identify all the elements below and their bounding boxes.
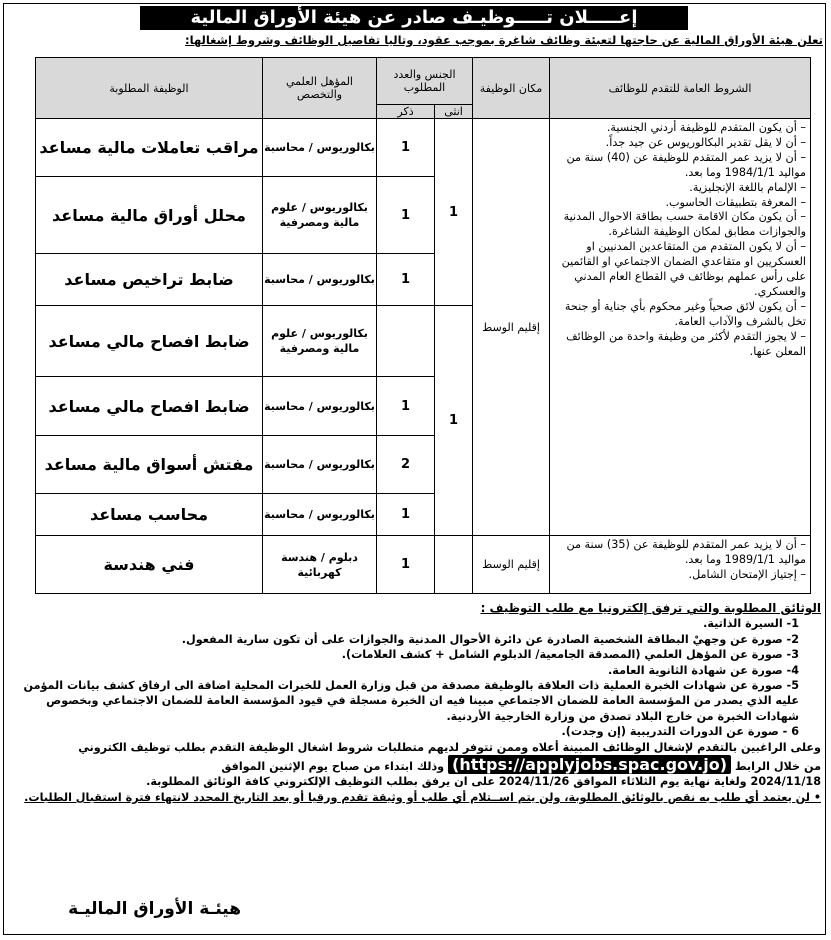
- male-count: 1: [377, 494, 435, 536]
- place-cell: إقليم الوسط: [473, 119, 550, 536]
- header-row: [36, 58, 811, 105]
- header-gender-count: الجنس والعدد المطلوب: [377, 58, 473, 105]
- header-male: ذكر: [377, 105, 435, 119]
- female-count: [435, 536, 473, 594]
- male-count: 1: [377, 536, 435, 594]
- job-title: مفتش أسواق مالية مساعد: [36, 436, 263, 494]
- condition-item: – أن يكون لائق صحياً وغير محكوم بأي جناية أو جنحة تخل بالشرف والآداب العامة.: [564, 299, 807, 328]
- female-count: 1: [435, 119, 473, 306]
- qualification-cell: بكالوريوس / محاسبة: [263, 119, 377, 177]
- condition-item: – أن يكون مكان الاقامة حسب بطاقة الاحوال المدنية والجوازات مطابق لمكان الوظيفة الشاغرة.: [563, 210, 807, 239]
- apply-dates: 2024/11/18 ولغاية نهاية يوم الثلاثاء الموافق 2024/11/26 على ان يرفق بطلب التوظيف الإلكتروني كافة الوثائق المطلوبة.: [146, 775, 821, 789]
- page-title: إعـــــلان تـــــوظيـف صادر عن هيئة الأوراق المالية: [140, 6, 688, 30]
- job-title: ضابط افصاح مالي مساعد: [36, 377, 263, 436]
- condition-item: – إجتياز الإمتحان الشامل.: [688, 567, 807, 581]
- document-item: 1- السيرة الذاتية.: [703, 617, 799, 631]
- qualification-cell: بكالوريوس / علوم مالية ومصرفية: [263, 177, 377, 254]
- male-count: 2: [377, 436, 435, 494]
- header-place: مكان الوظيفة: [473, 58, 550, 119]
- documents-heading: الوثائق المطلوبة والتي ترفق إلكترونيا مع طلب التوظيف :: [480, 601, 821, 615]
- qualification-cell: بكالوريوس / محاسبة: [263, 254, 377, 306]
- female-count: 1: [435, 306, 473, 536]
- apply-link-line: [11, 755, 821, 774]
- header-qualification: المؤهل العلمي والتخصص: [263, 58, 377, 119]
- condition-item: – أن لا يزيد عمر المتقدم للوظيفة عن (35) سنة من مواليد 1989/1/1 وما بعد.: [566, 538, 807, 566]
- rejection-note: • لن يعتمد أي طلب به نقص بالوثائق المطلوبة، ولن يتم اســتلام أي طلب أو وثيقة تقدم ورقيا أو بعد التاريخ المحدد لانتهاء فترة استقبال الطلبات.: [24, 790, 821, 804]
- document-item: 6 - صورة عن الدورات التدريبية (إن وجدت).: [561, 725, 799, 739]
- apply-intro: وعلى الراغبين بالتقدم لإشغال الوظائف المبينة أعلاه وممن تتوفر لديهم متطلبات شروط اشغال الوظيفة التقدم بطلب توظيف الكتروني: [78, 740, 821, 754]
- apply-post: وذلك ابتداء من صباح يوم الإثنين الموافق: [221, 760, 445, 774]
- header-job: الوظيفة المطلوبة: [36, 58, 263, 119]
- condition-item: – المعرفة بتطبيقات الحاسوب.: [665, 195, 807, 209]
- signature: هيئـة الأوراق الماليـة: [68, 899, 241, 919]
- job-title: ضابط تراخيص مساعد: [36, 254, 263, 306]
- intro-text: تعلن هيئة الأوراق المالية عن حاجتها لتعبئة وظائف شاغرة بموجب عقود، وتاليا تفاصيل الوظائف وشروط إشغالها:: [185, 33, 823, 47]
- place-cell: إقليم الوسط: [473, 536, 550, 594]
- table-row: [36, 119, 811, 177]
- male-count: 1: [377, 119, 435, 177]
- table-row: [36, 536, 811, 594]
- condition-item: – الإلمام باللغة الإنجليزية.: [689, 180, 807, 194]
- jobs-table: [35, 57, 811, 594]
- job-title: فني هندسة: [36, 536, 263, 594]
- document-item: 2- صورة عن وجهيْ البطاقة الشخصية الصادرة عن دائرة الأحوال المدنية والجوازات على أن تكون سارية المفعول.: [181, 632, 799, 646]
- qualification-cell: بكالوريوس / محاسبة: [263, 436, 377, 494]
- condition-item: – أن لا يزيد عمر المتقدم للوظيفة عن (40) سنة من مواليد 1984/1/1 وما بعد.: [566, 150, 807, 179]
- condition-item: – أن يكون المتقدم للوظيفة أردني الجنسية.: [606, 121, 807, 134]
- document-item: 4- صورة عن شهادة الثانوية العامة.: [608, 663, 799, 677]
- conditions-cell: [550, 119, 811, 536]
- condition-item: – لا يجوز التقدم لأكثر من وظيفة واحدة من الوظائف المعلن عنها.: [566, 329, 807, 358]
- qualification-cell: بكالوريوس / محاسبة: [263, 377, 377, 436]
- job-title: محاسب مساعد: [36, 494, 263, 536]
- header-conditions: الشروط العامة للتقدم للوظائف: [550, 58, 811, 119]
- apply-pre: من خلال الرابط: [734, 760, 821, 774]
- male-count: 1: [377, 254, 435, 306]
- documents-section: [11, 601, 821, 805]
- job-title: مراقب تعاملات مالية مساعد: [36, 119, 263, 177]
- male-count: [377, 306, 435, 377]
- job-title: محلل أوراق مالية مساعد: [36, 177, 263, 254]
- conditions-cell: [550, 536, 811, 594]
- apply-url-link[interactable]: (https://applyjobs.spac.gov.jo): [448, 755, 731, 774]
- qualification-cell: بكالوريوس / محاسبة: [263, 494, 377, 536]
- header-female: انثى: [435, 105, 473, 119]
- document-item: 5- صورة عن شهادات الخبرة العملية ذات العلاقة بالوظيفة مصدقة من قبل وزارة العمل للخبرات المحلية اضافة الى ارفاق كشف بيانات المؤمن عليه الذي يصدر من المؤسسة العامة للضمان الاجتماعي مبينا فيه ان الخبرة مسجلة في قيود المؤسسة العامة للضمان الاجتماعي وبخصوص شهادات الخبرة من خارج البلاد تصدق من وزارة الخارجية الأردنية.: [23, 679, 799, 723]
- qualification-cell: دبلوم / هندسة كهربائية: [263, 536, 377, 594]
- document-item: 3- صورة عن المؤهل العلمي (المصدقة الجامعية/ الدبلوم الشامل + كشف العلامات).: [341, 648, 799, 662]
- condition-item: – أن لا يقل تقدير البكالوريوس عن جيد جداً.: [605, 135, 807, 149]
- qualification-cell: بكالوريوس / علوم مالية ومصرفية: [263, 306, 377, 377]
- male-count: 1: [377, 177, 435, 254]
- condition-item: – أن لا يكون المتقدم من المتقاعدين المدنيين او العسكريين او متقاعدي الضمان الاجتماعي او القائمين على رأس عملهم بوظائف في القطاع العام المدني والعسكري.: [561, 240, 807, 298]
- male-count: 1: [377, 377, 435, 436]
- job-title: ضابط افصاح مالي مساعد: [36, 306, 263, 377]
